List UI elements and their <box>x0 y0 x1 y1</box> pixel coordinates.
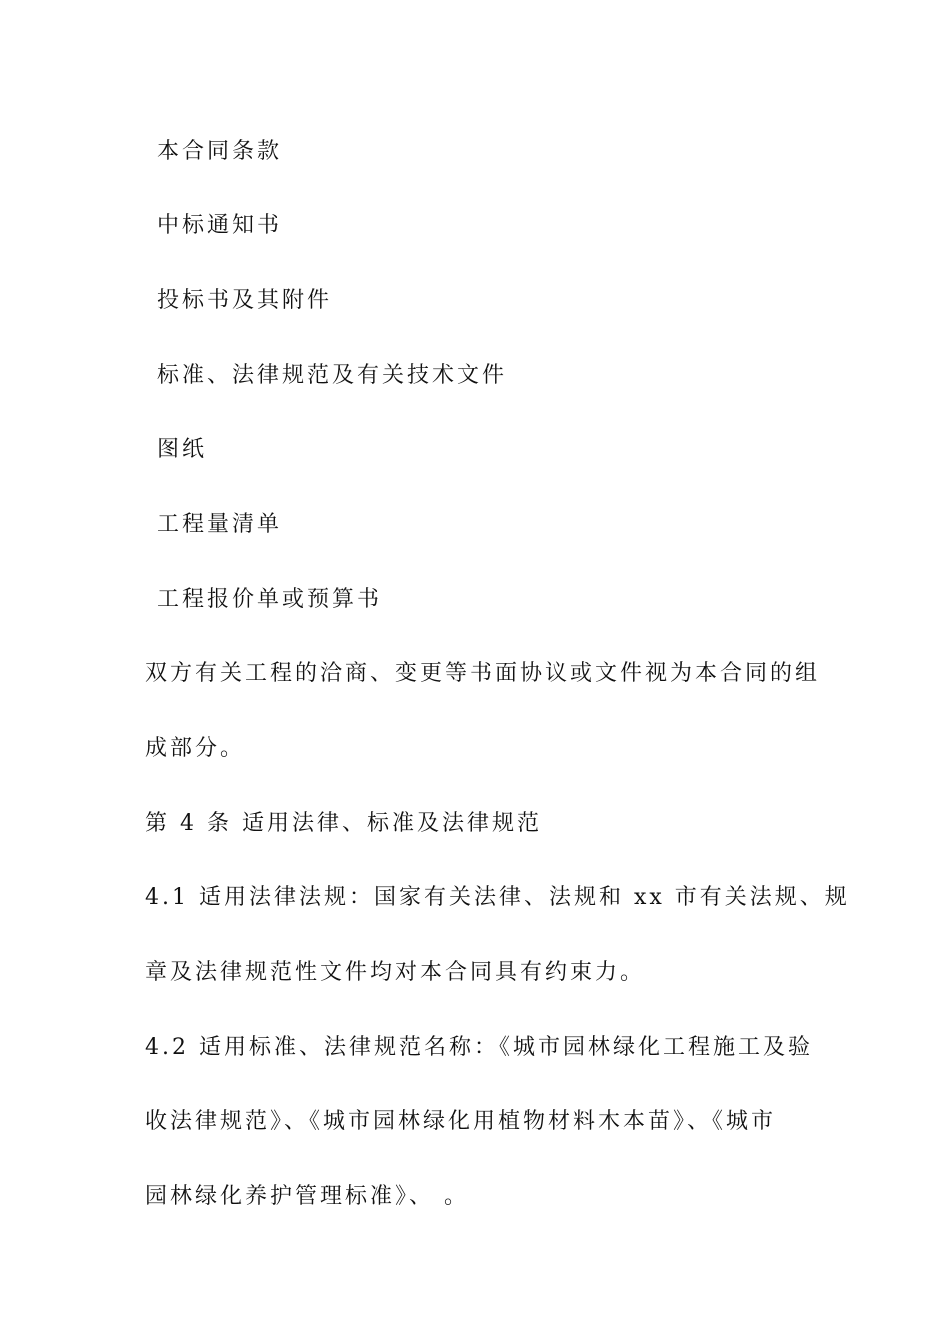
section-heading: 第 4 条 适用法律、标准及法律规范 <box>145 811 542 836</box>
list-item-drawings: 图纸 <box>157 437 208 462</box>
clause-4-2-line: 4.2 适用标准、法律规范名称：《城市园林绿化工程施工及验 <box>145 1035 813 1060</box>
clause-4-2-line: 园林绿化养护管理标准》、 。 <box>145 1184 469 1209</box>
list-item-bid-documents: 投标书及其附件 <box>157 288 333 313</box>
clause-4-1-line: 章及法律规范性文件均对本合同具有约束力。 <box>145 960 646 985</box>
clause-4-2-line: 收法律规范》、《城市园林绿化用植物材料木本苗》、《城市 <box>145 1109 777 1134</box>
list-item-quotation: 工程报价单或预算书 <box>157 587 383 612</box>
list-item-quantity-list: 工程量清单 <box>157 512 283 537</box>
list-item-standards: 标准、法律规范及有关技术文件 <box>157 363 508 388</box>
paragraph-line: 双方有关工程的洽商、变更等书面协议或文件视为本合同的组 <box>145 661 821 686</box>
list-item-contract-terms: 本合同条款 <box>157 139 283 164</box>
clause-4-1-line: 4.1 适用法律法规：国家有关法律、法规和 xx 市有关法规、规 <box>145 885 850 910</box>
paragraph-line: 成部分。 <box>145 736 246 761</box>
list-item-award-notice: 中标通知书 <box>157 213 283 238</box>
